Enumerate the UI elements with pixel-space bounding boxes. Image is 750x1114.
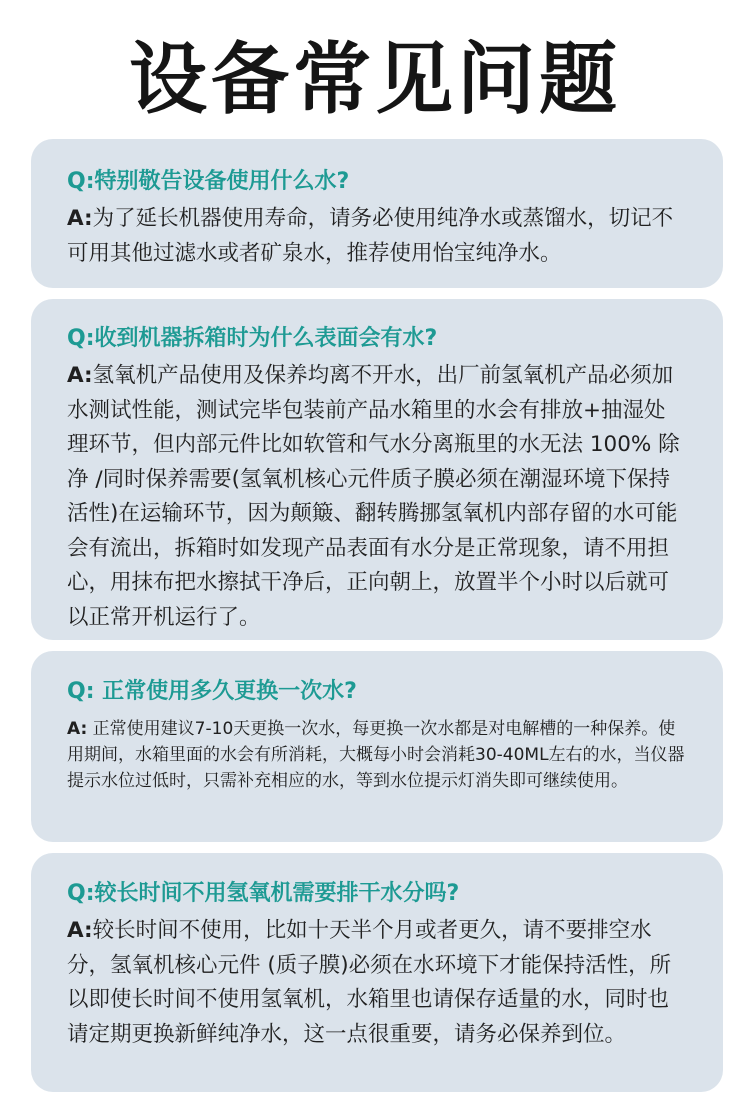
faq-question: Q:收到机器拆箱时为什么表面会有水? xyxy=(67,326,438,351)
faq-question: Q:较长时间不用氢氧机需要排干水分吗? xyxy=(67,881,460,906)
faq-card-4 xyxy=(31,853,723,1092)
faq-answer xyxy=(67,359,687,635)
answer-prefix: A: xyxy=(67,719,88,739)
page-title: 设备常见问题 xyxy=(128,35,621,125)
faq-answer xyxy=(67,202,687,271)
faq-card-1 xyxy=(31,139,723,288)
answer-text: 氢氧机产品使用及保养均离不开水，出厂前氢氧机产品必须加水测试性能，测试完毕包装前产品水箱里的水会有排放+抽湿处理环节，但内部元件比如软管和气水分离瓶里的水无法 100% 除净 /同时保养需要(氢氧机核心元件质子膜必须在潮湿环境下保持活性)在运输环节，因为颠簸、翻转腾挪氢氧机内部存留的水可能会有流出，拆箱时如发现产品表面有水分是正常现象，请不用担心，用抹布把水擦拭干净后，正向朝上，放置半个小时以后就可以正常开机运行了。 xyxy=(67,363,680,630)
faq-card-2 xyxy=(31,299,723,640)
answer-prefix: A: xyxy=(67,206,93,231)
faq-question: Q: 正常使用多久更换一次水? xyxy=(67,679,357,704)
answer-prefix: A: xyxy=(67,363,93,388)
answer-prefix: A: xyxy=(67,918,93,943)
faq-question: Q:特别敬告设备使用什么水? xyxy=(67,169,350,194)
answer-text: 较长时间不使用，比如十天半个月或者更久，请不要排空水分，氢氧机核心元件 (质子膜)必须在水环境下才能保持活性，所以即使长时间不使用氢氧机，水箱里也请保存适量的水，同时也请定期更换新鲜纯净水，这一点很重要，请务必保养到位。 xyxy=(67,918,672,1047)
answer-text: 正常使用建议7-10天更换一次水，每更换一次水都是对电解槽的一种保养。使用期间，水箱里面的水会有所消耗，大概每小时会消耗30-40ML左右的水，当仪器提示水位过低时，只需补充相应的水，等到水位提示灯消失即可继续使用。 xyxy=(67,719,685,791)
faq-answer xyxy=(67,914,687,1052)
answer-text: 为了延长机器使用寿命，请务必使用纯净水或蒸馏水，切记不可用其他过滤水或者矿泉水，推荐使用怡宝纯净水。 xyxy=(67,206,674,266)
faq-answer xyxy=(67,716,687,794)
faq-card-3 xyxy=(31,651,723,842)
